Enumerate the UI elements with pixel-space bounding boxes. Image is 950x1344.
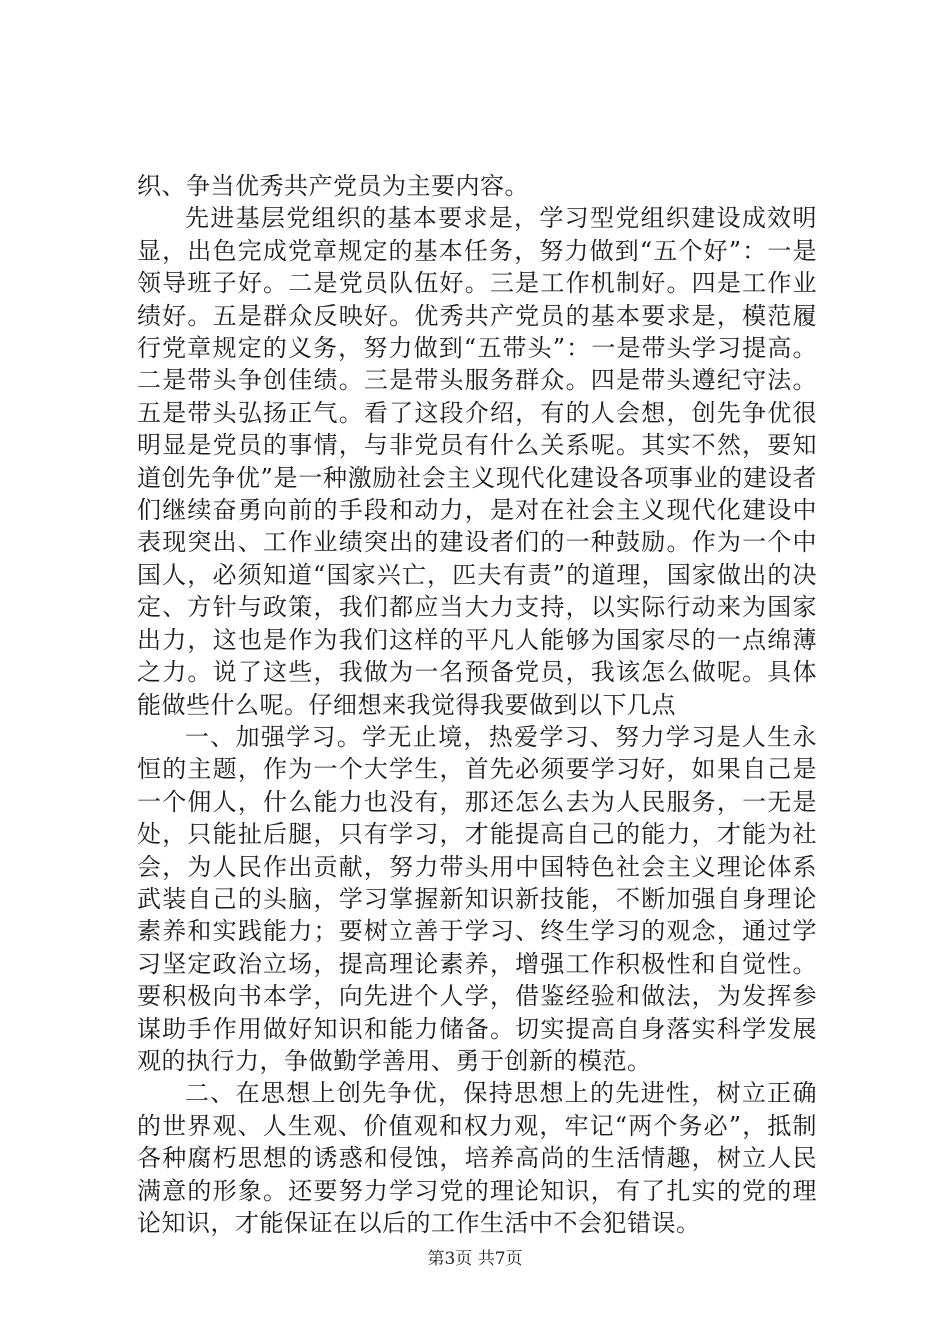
document-body bbox=[137, 170, 817, 1239]
paragraph-2: 先进基层党组织的基本要求是，学习型党组织建设成效明显，出色完成党章规定的基本任务，努力做到“五个好”：一是领导班子好。二是党员队伍好。三是工作机制好。四是工作业绩好。五是群众反映好。优秀共产党员的基本要求是，模范履行党章规定的义务，努力做到“五带头”：一是带头学习提高。二是带头争创佳绩。三是带头服务群众。四是带头遵纪守法。五是带头弘扬正气。看了这段介绍，有的人会想，创先争优很明显是党员的事情，与非党员有什么关系呢。其实不然，要知道创先争优”是一种激励社会主义现代化建设各项事业的建设者们继续奋勇向前的手段和动力，是对在社会主义现代化建设中表现突出、工作业绩突出的建设者们的一种鼓励。作为一个中国人，必须知道“国家兴亡，匹夫有责”的道理，国家做出的决定、方针与政策，我们都应当大力支持，以实际行动来为国家出力，这也是作为我们这样的平凡人能够为国家尽的一点绵薄之力。说了这些，我做为一名预备党员，我该怎么做呢。具体能做些什么呢。仔细想来我觉得我要做到以下几点 bbox=[137, 204, 817, 719]
page-number-label: 第3页 共7页 bbox=[427, 1249, 523, 1269]
paragraph-3: 一、加强学习。学无止境，热爱学习、努力学习是人生永恒的主题，作为一个大学生，首先必须要学习好，如果自己是一个佣人，什么能力也没有，那还怎么去为人民服务，一无是处，只能扯后腿，只有学习，才能提高自己的能力，才能为社会，为人民作出贡献，努力带头用中国特色社会主义理论体系武装自己的头脑，学习掌握新知识新技能，不断加强自身理论素养和实践能力；要树立善于学习、终生学习的观念，通过学习坚定政治立场，提高理论素养，增强工作积极性和自觉性。要积极向书本学，向先进个人学，借鉴经验和做法，为发挥参谋助手作用做好知识和能力储备。切实提高自身落实科学发展观的执行力，争做勤学善用、勇于创新的模范。 bbox=[137, 722, 817, 1075]
paragraph-1: 织、争当优秀共产党员为主要内容。 bbox=[137, 172, 529, 200]
paragraph-4: 二、在思想上创先争优，保持思想上的先进性，树立正确的世界观、人生观、价值观和权力观，牢记“两个务必”，抵制各种腐朽思想的诱惑和侵蚀，培养高尚的生活情趣，树立人民满意的形象。还要努力学习党的理论知识，有了扎实的党的理论知识，才能保证在以后的工作生活中不会犯错误。 bbox=[137, 1079, 817, 1237]
page-footer bbox=[0, 1244, 950, 1269]
